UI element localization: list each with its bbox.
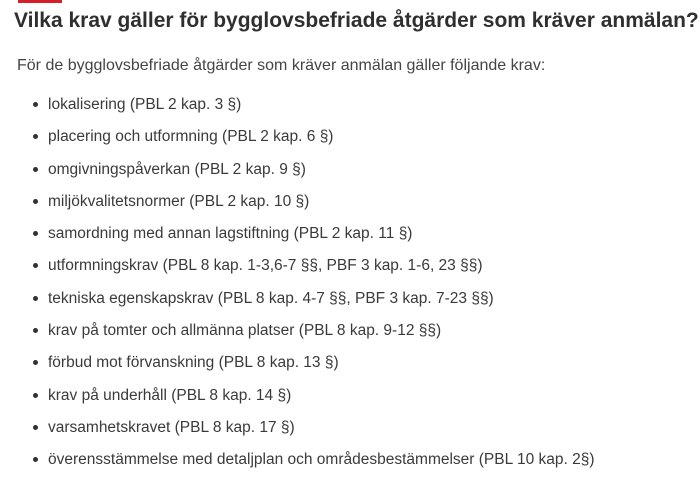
list-item — [33, 189, 595, 221]
list-item-text: krav på tomter och allmänna platser (PBL 8 kap. 9-12 §§) — [48, 322, 442, 340]
list-item-text: lokalisering (PBL 2 kap. 3 §) — [48, 96, 242, 113]
list-item — [33, 415, 595, 447]
accent-bar — [18, 0, 62, 3]
bullet-icon — [33, 360, 38, 365]
bullet-icon — [33, 296, 38, 301]
list-item — [33, 92, 595, 124]
list-item-text: överensstämmelse med detaljplan och områdesbestämmelser (PBL 10 kap. 2§) — [48, 451, 595, 469]
bullet-icon — [33, 231, 38, 236]
page-title: Vilka krav gäller för bygglovsbefriade åtgärder som kräver anmälan? — [14, 9, 699, 32]
bullet-icon — [33, 167, 38, 172]
list-item — [33, 350, 595, 382]
bullet-icon — [33, 457, 38, 462]
bullet-icon — [33, 199, 38, 204]
list-item — [33, 286, 595, 318]
list-item-text: omgivningspåverkan (PBL 2 kap. 9 §) — [48, 160, 306, 178]
list-item — [33, 318, 595, 350]
bullet-icon — [33, 328, 38, 333]
list-item — [33, 383, 595, 415]
list-item-text: samordning med annan lagstiftning (PBL 2 kap. 11 §) — [48, 225, 413, 243]
list-item-text: placering och utformning (PBL 2 kap. 6 §) — [48, 128, 334, 146]
bullet-icon — [33, 425, 38, 430]
list-item-text: tekniska egenskapskrav (PBL 8 kap. 4-7 §§, PBF 3 kap. 7-23 §§) — [48, 289, 494, 307]
list-item-text: förbud mot förvanskning (PBL 8 kap. 13 §) — [48, 354, 339, 372]
intro-text: För de bygglovsbefriade åtgärder som kräver anmälan gäller följande krav: — [17, 57, 546, 74]
list-item — [33, 124, 595, 156]
bullet-icon — [33, 393, 38, 398]
list-item-text: varsamhetskravet (PBL 8 kap. 17 §) — [48, 418, 295, 436]
list-item — [33, 447, 595, 479]
list-item-text: miljökvalitetsnormer (PBL 2 kap. 10 §) — [48, 192, 310, 210]
bullet-icon — [33, 102, 38, 107]
list-item — [33, 221, 595, 253]
bullet-icon — [33, 134, 38, 139]
list-item — [33, 157, 595, 189]
list-item-text: krav på underhåll (PBL 8 kap. 14 §) — [48, 386, 292, 404]
requirements-list — [33, 92, 595, 480]
list-item — [33, 253, 595, 285]
list-item-text: utformningskrav (PBL 8 kap. 1-3,6-7 §§, PBF 3 kap. 1-6, 23 §§) — [48, 257, 483, 275]
bullet-icon — [33, 263, 38, 268]
